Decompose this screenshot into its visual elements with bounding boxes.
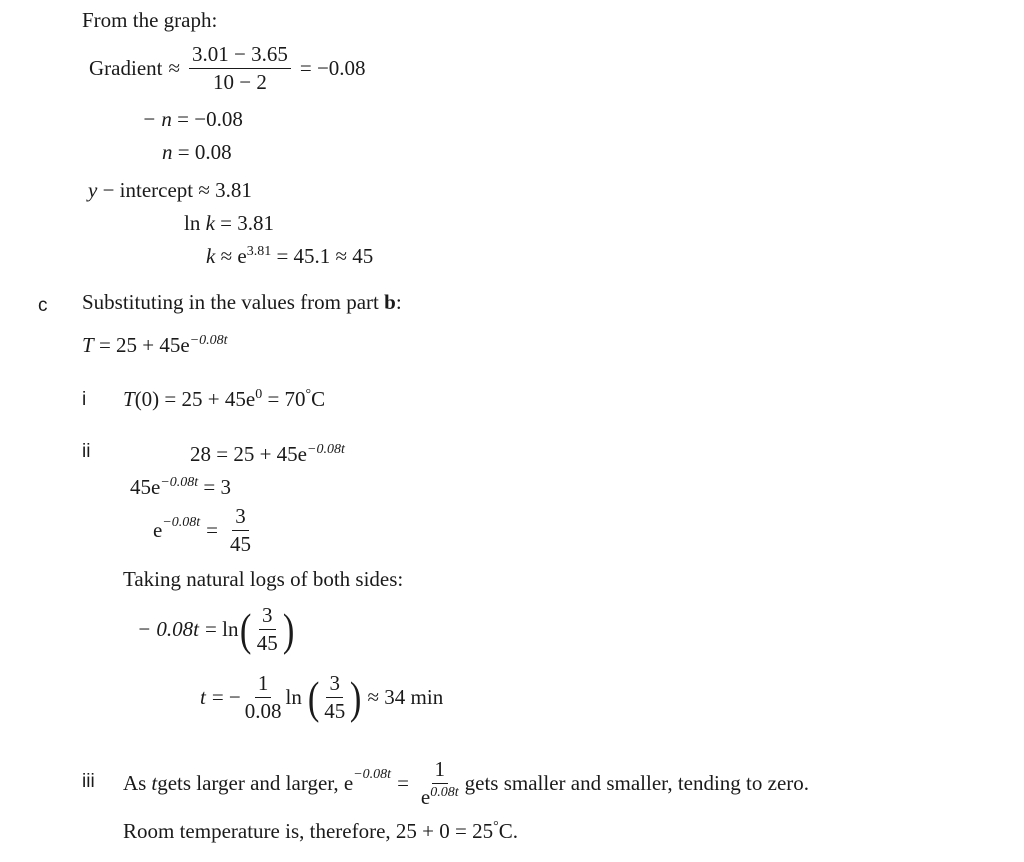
neg-n-line: [142, 109, 243, 130]
k-mid: ≈ e: [220, 244, 247, 268]
model-equation: [82, 335, 228, 356]
iii-frac-num: 1: [432, 759, 449, 784]
room-end: C.: [498, 819, 518, 843]
n-line: [162, 142, 232, 163]
eq5-ln: ln: [285, 685, 302, 709]
part-i-exp: 0: [255, 387, 263, 402]
intercept-y: y: [88, 178, 98, 202]
part-iii-label: iii: [82, 771, 95, 792]
k-value-line: [206, 246, 373, 267]
room-deg: °: [493, 819, 499, 834]
eq5-fraction1: [242, 673, 285, 722]
eq5-num2: 3: [326, 673, 343, 698]
gradient-fraction: [189, 44, 291, 93]
eq5-rparen: ): [350, 671, 362, 723]
n-lhs: n: [162, 140, 173, 164]
room-text: Room temperature is, therefore, 25 + 0 = 25: [123, 819, 494, 843]
eq1-exp: −0.08t: [307, 442, 345, 457]
iii-text2: gets larger and larger, e: [157, 770, 354, 795]
eq2-exp: −0.08t: [160, 475, 199, 490]
eq3-lhs: e: [153, 518, 163, 542]
ln-k-var: k: [205, 211, 215, 235]
model-exp: −0.08t: [189, 333, 228, 348]
iii-t: t: [151, 770, 158, 795]
eq4-fraction: [254, 605, 281, 654]
model-T: T: [82, 333, 94, 357]
part-ii-eq4: [137, 605, 296, 654]
part-ii-eq5: [200, 673, 443, 722]
iii-frac-den: [418, 784, 462, 808]
part-i-mid: (0) = 25 + 45e: [134, 387, 256, 411]
k-var: k: [206, 244, 216, 268]
iii-frac-den-base: e: [420, 784, 431, 809]
eq4-den: 45: [256, 631, 278, 655]
ln-k-rhs: = 3.81: [220, 211, 275, 235]
logs-text: Taking natural logs of both sides:: [123, 567, 404, 591]
model-rhs: = 25 + 45e: [98, 333, 190, 357]
iii-text1: As: [123, 770, 147, 795]
part-ii-eq1: [190, 444, 345, 465]
eq5-lhs: t: [200, 685, 206, 709]
neg-n-rhs: = −0.08: [177, 107, 243, 131]
eq5-den2: 45: [324, 699, 346, 723]
eq1-rhs: = 25 + 45e: [216, 442, 308, 466]
part-ii-label: ii: [82, 441, 91, 462]
eq5-num1: 1: [255, 673, 272, 698]
intercept-rest: − intercept ≈ 3.81: [102, 178, 252, 202]
eq3-equals: =: [206, 518, 219, 542]
intro-text: From the graph:: [82, 8, 218, 32]
part-i-deg: °: [305, 387, 312, 402]
ln-k-line: [184, 213, 274, 234]
part-c-intro-bold: b: [384, 290, 396, 314]
iii-frac-den-exp: 0.08t: [430, 784, 459, 800]
part-c-intro-text: Substituting in the values from part: [82, 290, 385, 314]
approx-symbol: ≈: [168, 56, 181, 80]
eq4-equals-ln: = ln: [205, 617, 239, 641]
room-temp-text: [123, 821, 518, 842]
eq5-fraction2: [321, 673, 348, 722]
part-c-intro-end: :: [395, 290, 402, 314]
eq5-den1: 0.08: [244, 699, 282, 723]
eq2-rhs: = 3: [203, 475, 232, 499]
eq5-lparen: (: [307, 671, 320, 723]
eq5-equals: = −: [211, 685, 241, 709]
ln-symbol: ln: [184, 211, 201, 235]
gradient-equation: [89, 44, 366, 93]
part-i-equation: [123, 389, 325, 410]
part-c-label: c: [38, 295, 48, 316]
eq5-rhs: ≈ 34 min: [367, 685, 444, 709]
eq3-den: 45: [230, 532, 252, 556]
part-c-intro: [82, 292, 402, 313]
eq4-lparen: (: [240, 603, 252, 655]
eq2-lhs: 45e: [130, 475, 161, 499]
eq3-fraction: [227, 506, 254, 555]
gradient-result: = −0.08: [299, 56, 366, 80]
eq1-lhs: 28: [190, 442, 211, 466]
part-iii-sentence: As t gets larger and larger, e $^{-0.08t}$ = $\frac{1}{e^{0.08t}}$ gets smaller and smaller, tending to zero.: [123, 756, 810, 809]
part-i-T: T: [123, 387, 135, 411]
n-rhs: = 0.08: [177, 140, 232, 164]
part-i-rhs: = 70: [267, 387, 306, 411]
gradient-denominator: 10 − 2: [213, 70, 267, 94]
gradient-numerator: 3.01 − 3.65: [189, 44, 291, 69]
iii-text3: gets smaller and smaller, tending to zero.: [464, 770, 810, 795]
iii-equals: =: [397, 770, 409, 795]
eq3-num: 3: [232, 506, 249, 531]
eq4-lhs: − 0.08t: [137, 617, 200, 641]
part-ii-eq2: [130, 477, 231, 498]
eq4-rparen: ): [282, 603, 295, 655]
part-i-unit: C: [311, 387, 326, 411]
k-rhs: = 45.1 ≈ 45: [276, 244, 374, 268]
iii-fraction: [418, 756, 462, 809]
eq4-num: 3: [259, 605, 276, 630]
k-exp: 3.81: [246, 244, 272, 259]
intercept-line: [88, 180, 252, 201]
gradient-label: Gradient: [89, 56, 163, 80]
part-i-label: i: [82, 389, 87, 410]
neg-n-lhs: − n: [142, 107, 172, 131]
part-ii-eq3: e $^{-0.08t}$ = $\frac{3}{45}$: [153, 506, 257, 555]
